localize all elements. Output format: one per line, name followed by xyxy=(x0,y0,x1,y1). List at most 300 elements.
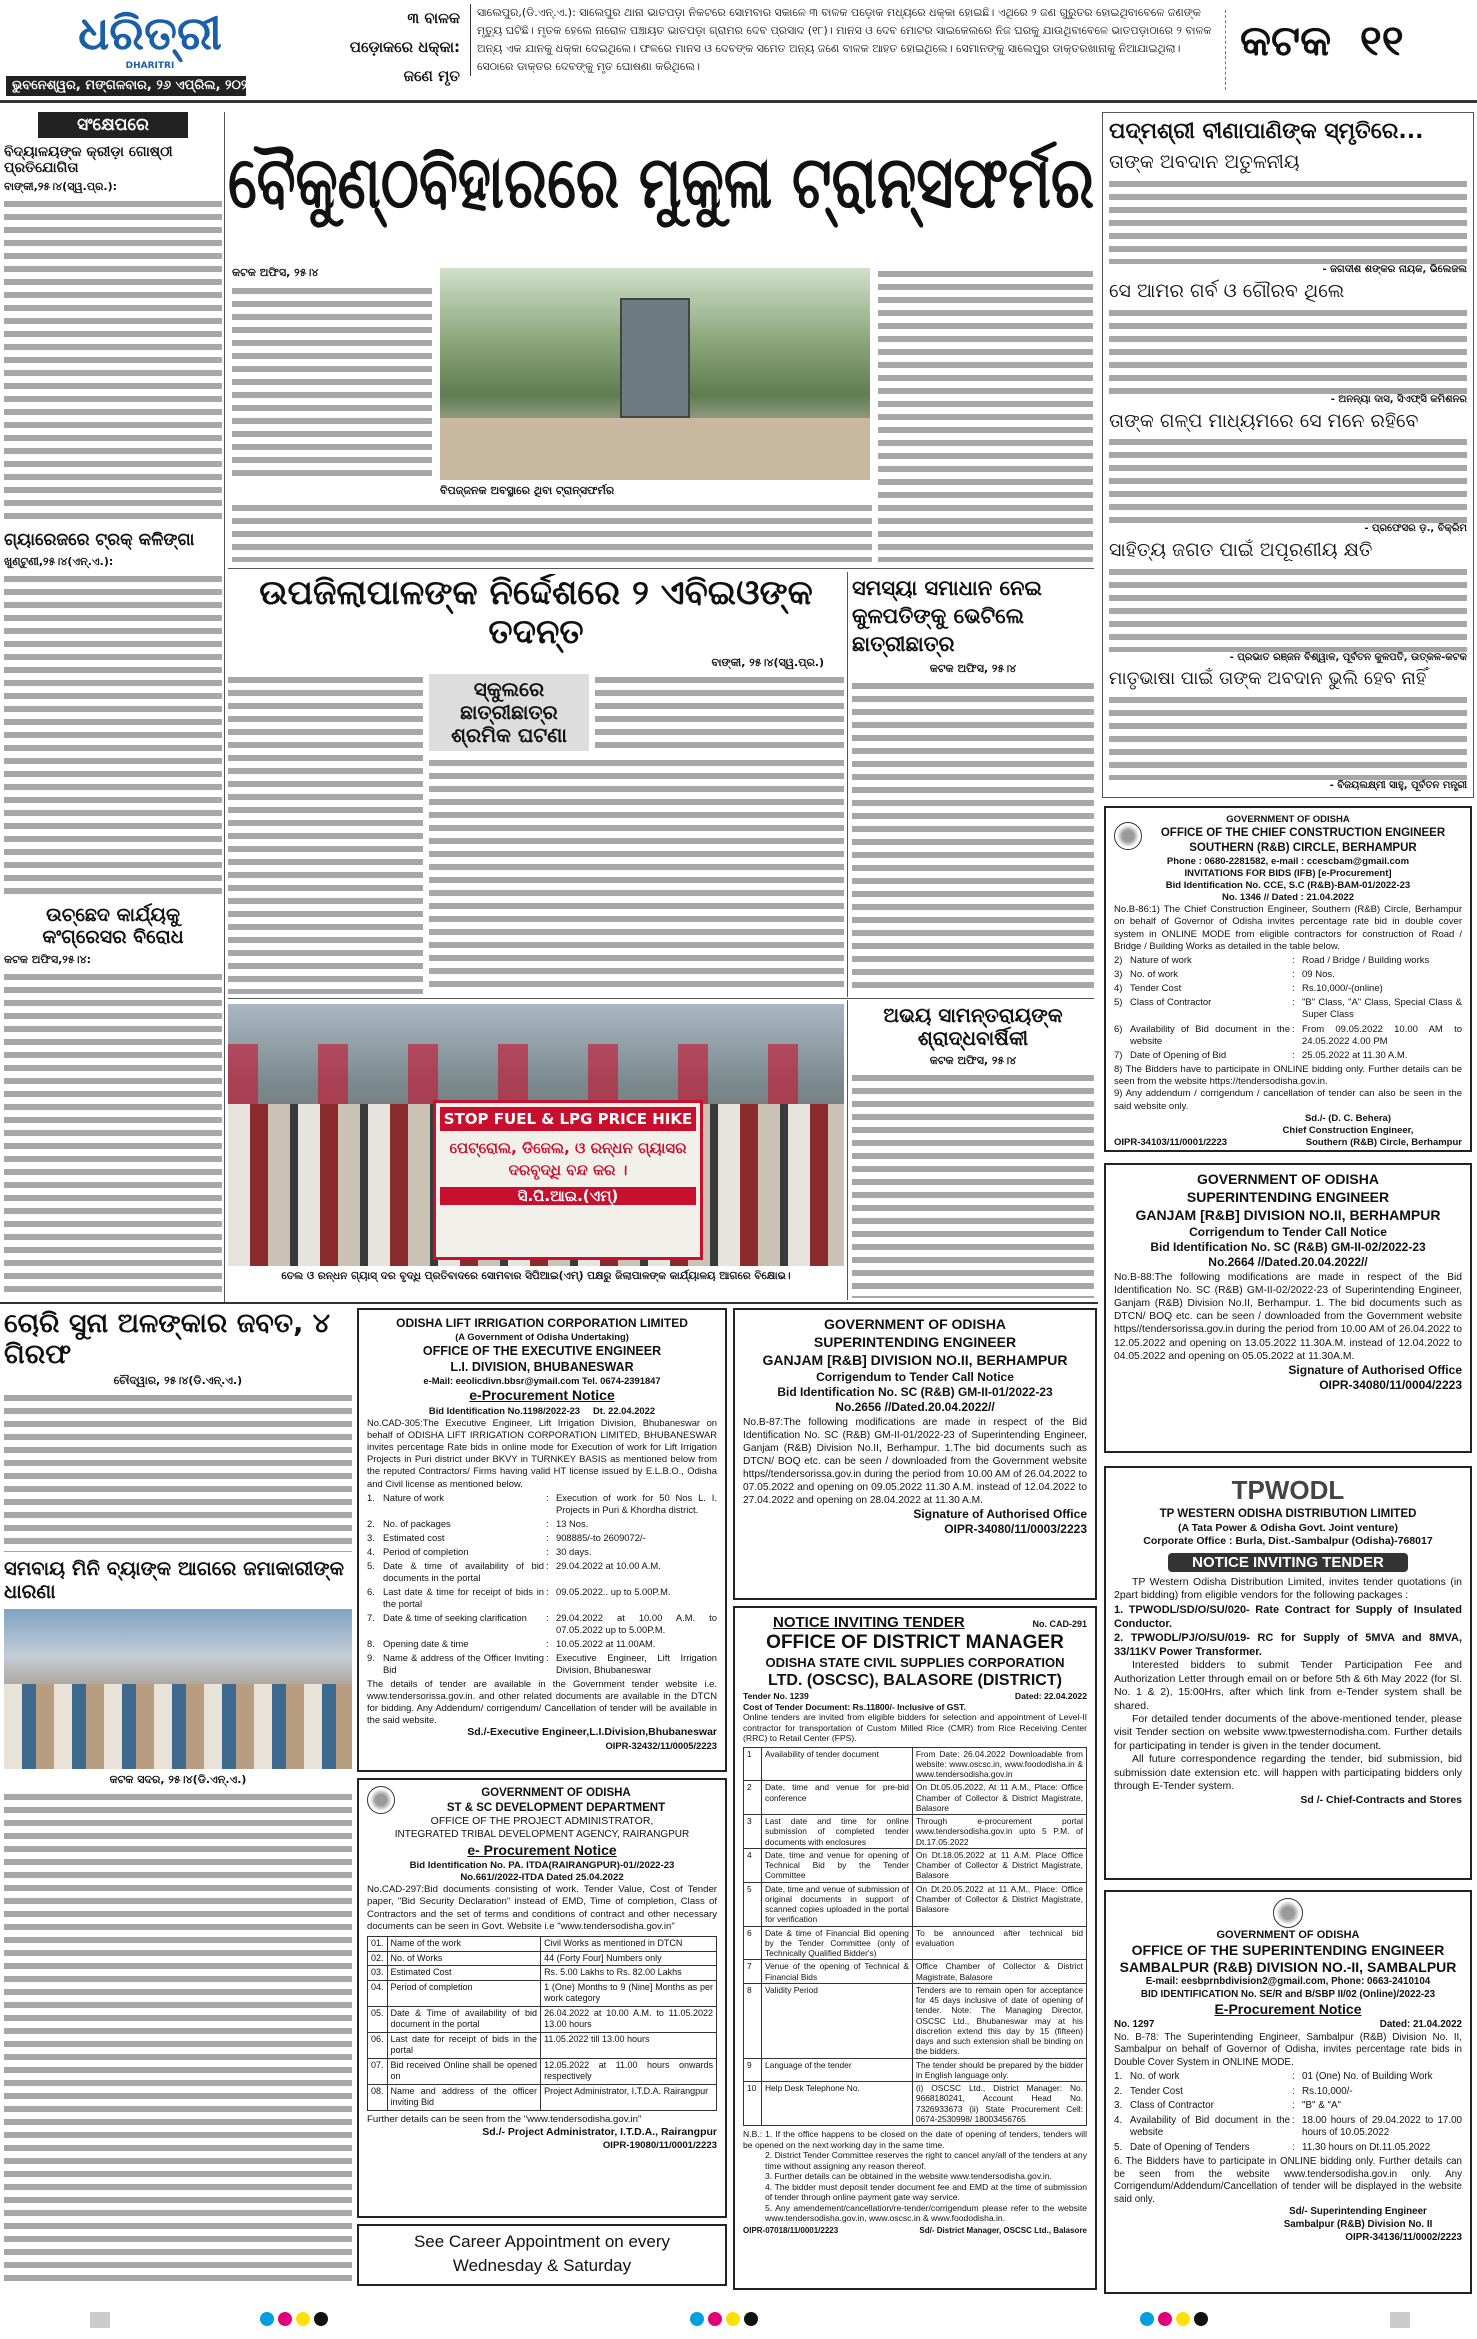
ad-item xyxy=(367,1586,717,1610)
item-separator: : xyxy=(1292,997,1295,1009)
ad-items xyxy=(367,1492,717,1676)
teaser-label xyxy=(300,4,460,91)
ad-line: OFFICE OF THE SUPERINTENDING ENGINEER xyxy=(1131,1942,1445,1959)
item-number: 2) xyxy=(1114,954,1123,966)
item-label: No. of packages xyxy=(383,1517,451,1529)
item-value: "B" Class, "A" Class, Special Class & Super Class xyxy=(1302,997,1462,1021)
page-edition xyxy=(1240,16,1404,66)
odisha-seal-icon xyxy=(367,1786,395,1814)
item-label: Tender Cost xyxy=(1130,983,1182,995)
item-number: 3. xyxy=(1114,2100,1123,2112)
row-label: Name of the work xyxy=(387,1937,541,1952)
ad-oipr: OIPR-34136/11/0002/2223 xyxy=(1345,2231,1462,2243)
story5-story6 xyxy=(4,1308,352,2288)
row-label: Estimated Cost xyxy=(387,1966,541,1981)
row-number: 06. xyxy=(368,2032,388,2058)
story2 xyxy=(228,574,844,994)
article-body-text xyxy=(4,198,222,525)
item-label: Nature of work xyxy=(383,1491,444,1503)
ad-contact: E-mail: eesbprnbdivision2@gmail.com, Phone: 0663-2410104 xyxy=(1145,1976,1431,1988)
ad-sambalpur-se xyxy=(1104,1890,1472,2294)
tribute-author: - ପ୍ରଫେସର ଡ଼., ବିକ୍ରିମ xyxy=(1364,522,1467,534)
color-dots xyxy=(260,2312,328,2326)
tribute-headline: ପଦ୍ମଶ୍ରୀ ବୀଣାପାଣିଙ୍କ ସ୍ମୃତିରେ... xyxy=(1109,119,1424,144)
item-separator: : xyxy=(1292,2071,1295,2083)
row-value: Rs. 5.00 Lakhs to Rs. 82.00 Lakhs xyxy=(541,1966,717,1981)
item-separator: : xyxy=(1292,2114,1295,2126)
masthead-rule xyxy=(0,100,1477,103)
row-value: 12.05.2022 at 11.00 hours onwards respectively xyxy=(541,2058,717,2084)
item-separator: : xyxy=(546,1559,549,1571)
brief-title: ଗ୍ୟାରେଜରେ ଟ୍ରକ୍ କଳିଙ୍ଗା xyxy=(4,530,195,551)
item-number: 5. xyxy=(367,1559,375,1571)
ad-item xyxy=(367,1518,717,1530)
row-label: Date, time and venue of submission of original documents in support of scanned copies uploaded in the portal for verification xyxy=(762,1882,913,1926)
masthead xyxy=(0,0,1477,110)
row-label: Availability of tender document xyxy=(762,1747,913,1781)
item-value: Road / Bridge / Building works xyxy=(1302,954,1430,966)
item-value: From 09.05.2022 10.00 AM to 24.05.2022 4.00 PM xyxy=(1302,1023,1462,1047)
ad-tpwodl xyxy=(1104,1466,1472,1880)
article-body-text xyxy=(1109,436,1467,522)
registration-mark-icon xyxy=(1390,2312,1410,2328)
ad-note: The details of tender are available in the Government tender website i.e. www.tendersorissa.gov.in. and other related documents are available in the DTCN for bidding. Any Addendum/ corrigendum/ Cancellation of tender will be available in the said website. xyxy=(367,1677,717,1726)
ad-line: TP WESTERN ODISHA DISTRIBUTION LIMITED xyxy=(1159,1508,1417,1521)
story3 xyxy=(852,574,1094,994)
ad-line: Corrigendum to Tender Call Notice xyxy=(816,1369,1014,1384)
flags xyxy=(228,1044,844,1104)
item-value: 18.00 hours of 29.04.2022 to 17.00 hours of 10.05.2022 xyxy=(1302,2114,1462,2139)
item-value: 29.04.2022 at 10.00 A.M. xyxy=(556,1559,661,1571)
tribute-item-title: ତାଙ୍କ ଗଳ୍ପ ମାଧ୍ୟମରେ ସେ ମନେ ରହିବେ xyxy=(1109,409,1419,432)
brief-dateline: ବାଙ୍କୀ,୨୫।୪(ସ୍ୱ.ପ୍ର.): xyxy=(4,180,118,194)
article-body-text xyxy=(429,757,844,994)
row-value: 44 (Forty Four] Numbers only xyxy=(541,1951,717,1966)
ad-line: ODISHA LIFT IRRIGATION CORPORATION LIMITED xyxy=(396,1316,688,1330)
item-value: "B" & "A" xyxy=(1302,2100,1341,2112)
item-label: Tender Cost xyxy=(1130,2085,1183,2097)
ad-body: No.CAD-297:Bid documents consisting of work. Tender Value, Cost of Tender paper, "Bid Security Declaration" instead of EMD, Time of completion, Class of Contractors and the set of terms and conditions of contract and other necessary documents can be seen in Govt. Website i.e "www.tendersodisha.gov.in" xyxy=(367,1884,717,1932)
item-number: 6) xyxy=(1114,1023,1123,1035)
item-separator: : xyxy=(546,1531,549,1543)
table-row xyxy=(744,2082,1087,2126)
row-value: The tender should be prepared by the bidder in English language only. xyxy=(912,2058,1086,2082)
item-number: 9. xyxy=(367,1651,375,1663)
ad-line: GOVERNMENT OF ODISHA xyxy=(1226,814,1350,825)
lead-dateline: କଟକ ଅଫିସ, ୨୫।୪ xyxy=(232,266,319,279)
ad-item xyxy=(1114,2086,1462,2099)
ad-line: INVITATIONS FOR BIDS (IFB) [e-Procurement] xyxy=(1184,867,1392,879)
table-row xyxy=(744,1882,1087,1926)
item-value: Rs.10,000/- xyxy=(1302,2085,1353,2097)
ad-body: No.B-86:1) The Chief Construction Engineer, Southern (R&B) Circle, Berhampur on behalf of Governor of Odisha invites percentage rate bid in double cover system in ONLINE MODE from eligible contractors for construction of Road / Bridge / Building Works as detailed in the table below. xyxy=(1114,904,1462,952)
ad-note: N.B.: 1. If the office happens to be closed on the date of opening of tenders, tenders will be opened on the next working day in the same time. xyxy=(743,2129,1087,2150)
ad-item xyxy=(367,1546,717,1558)
item-separator: : xyxy=(546,1585,549,1597)
tribute-author: - ପ୍ରଭାତ ରଞ୍ଜନ ବିଶ୍ୱାଳ, ପୂର୍ବତନ କୁଳପତି, ଉତ୍କଳ-କଟକ xyxy=(1229,651,1467,663)
row-value: (i) OSCSC Ltd., District Manager: No. 9668180241, Account Head No. 7326933673 (ii) State Procurement Cell: 0674-2530998/ 18003456765 xyxy=(912,2082,1086,2126)
ad-signature: Signature of Authorised Office xyxy=(913,1507,1087,1522)
ad-bid-id: BID IDENTIFICATION No. SE/R and B/SBP II/02 (Online)/2022-23 xyxy=(1140,1988,1436,2000)
table-row xyxy=(744,1983,1087,2058)
ad-body: Online tenders are invited from eligible bidders for selection and appointment of Level-II contractor for transportation of Custom Milled Rice (CMR) from Rice Receiving Center (RRC) to Retail Center (FPS). xyxy=(743,1712,1087,1744)
dateline-bar: ଭୁବନେଶ୍ୱର, ମଙ୍ଗଳବାର, ୨୬ ଏପ୍ରିଲ, ୨୦୨୨ xyxy=(6,76,246,96)
table-row xyxy=(368,2006,717,2032)
ad-contact: Phone : 0680-2281582, e-mail : ccescbam@gmail.com xyxy=(1166,855,1410,867)
ad-note: 8) The Bidders have to participate in ONLINE bidding only. Further details can be seen from the website https://tendersodisha.gov.in. xyxy=(1114,1064,1462,1088)
row-value: Project Administrator, I.T.D.A. Rairangpur xyxy=(541,2084,717,2110)
tribute-section xyxy=(1102,112,1474,798)
row-number: 5 xyxy=(744,1882,762,1926)
item-separator: : xyxy=(1292,2100,1295,2112)
ad-title: NOTICE INVITING TENDER xyxy=(773,1614,965,1631)
ad-line: GOVERNMENT OF ODISHA xyxy=(823,1316,1006,1332)
item-value: 10.05.2022 at 11.00AM. xyxy=(556,1637,656,1649)
row-label: Venue of the opening of Technical & Financial Bids xyxy=(762,1960,913,1984)
item-value: 908885/-to 2609072/- xyxy=(556,1531,646,1543)
ad-contact: e-Mail: eeolicdivn.bbsr@ymail.com Tel. 0674-2391847 xyxy=(423,1375,661,1387)
ad-oscsc-balasore xyxy=(733,1606,1097,2290)
ad-items xyxy=(1114,955,1462,1062)
tribute-item-title: ସାହିତ୍ୟ ଜଗତ ପାଇଁ ଅପୂରଣୀୟ କ୍ଷତି xyxy=(1109,538,1373,561)
row-value: 26.04.2022 at 10.00 A.M. to 11.05.2022 13.00 hours xyxy=(541,2006,717,2032)
item-separator: : xyxy=(546,1651,549,1663)
row-label: No. of Works xyxy=(387,1951,541,1966)
ad-note: 6. The Bidders have to participate in ONLINE bidding only. Further details can be seen from the website www.tendersodisha.gov.in only. Any Corrigendum/Addendum/Cancellation of tender will be displayed in the website said only. xyxy=(1114,2156,1462,2205)
article-body-text xyxy=(4,1791,352,2288)
ad-note: Further details can be seen from the "www.tendersodisha.gov.in" xyxy=(367,2113,642,2125)
ad-body: All future correspondence regarding the tender, bid submission, bid submission date extension etc. will happen with participating bidders only through E-Tender system. xyxy=(1114,1753,1462,1793)
row-value: 1 (One) Months to 9 (Nine] Months as per work category xyxy=(541,1980,717,2006)
ad-line: (A Government of Odisha Undertaking) xyxy=(455,1331,629,1343)
tpwodl-logo: TPWODL xyxy=(1231,1475,1345,1505)
item-separator: : xyxy=(546,1637,549,1649)
article-body-text xyxy=(1109,178,1467,264)
item-separator: : xyxy=(546,1491,549,1503)
table-row xyxy=(744,1960,1087,1984)
color-dots xyxy=(690,2312,758,2326)
item-label: Availability of Bid document in the website xyxy=(1130,1023,1290,1047)
ad-signature: Sd /- Chief-Contracts and Stores xyxy=(1300,1793,1462,1806)
row-value: On Dt.20.05.2022 at 11 A.M., Place: Office Chamber of Collector & District Magistrate, Balasore xyxy=(912,1882,1086,1926)
article-body-text xyxy=(228,674,423,994)
article-body-text xyxy=(852,680,1094,994)
column-rule xyxy=(224,112,225,1302)
ad-bid-id: Bid Identification No. CCE, S.C (R&B)-BAM-01/2022-23 xyxy=(1165,879,1411,891)
tribute-item-title: ସେ ଆମର ଗର୍ବ ଓ ଗୌରବ ଥିଲେ xyxy=(1109,280,1345,303)
story2-inset: ସ୍କୁଲରେ ଛାତ୍ରୀଛାତ୍ର ଶ୍ରମିକ ଘଟଣା xyxy=(429,674,589,751)
article-body-text xyxy=(878,268,1093,562)
banner-english: STOP FUEL & LPG PRICE HIKE xyxy=(440,1107,696,1131)
tribute-item-title: ମାତୃଭାଷା ପାଇଁ ତାଙ୍କ ଅବଦାନ ଭୁଲି ହେବ ନାହିଁ xyxy=(1109,667,1427,689)
item-number: 4) xyxy=(1114,983,1123,995)
row-value: On Dt.05.05.2022, At 11 A.M., Place: Office Chamber of Collector & District Magistrate, Balasore xyxy=(912,1781,1086,1815)
ad-line: OFFICE OF DISTRICT MANAGER xyxy=(766,1632,1064,1654)
lead-headline: ବୈକୁଣ୍ଠବିହାରରେ ମୁକୁଳା ଟ୍ରାନ୍ସଫର୍ମର xyxy=(228,140,1095,224)
ad-item xyxy=(1114,1024,1462,1048)
ad-item xyxy=(1114,1050,1462,1062)
row-number: 8 xyxy=(744,1983,762,2058)
photo-caption: ବିପଜ୍ଜନକ ଅବସ୍ଥାରେ ଥିବା ଟ୍ରାନ୍ସଫର୍ମର xyxy=(440,484,615,497)
table-row xyxy=(368,2058,717,2084)
item-value: Executive Engineer, Lift Irrigation Division, Bhubaneswar xyxy=(556,1651,717,1675)
row-value: Office Chamber of Collector & District Magistrate, Balasore xyxy=(912,1960,1086,1984)
protest-banner xyxy=(433,1100,703,1260)
item-separator: : xyxy=(1292,954,1295,966)
story4-dateline: କଟକ ଅଫିସ, ୨୫।୪ xyxy=(929,1054,1017,1067)
item-value: 09.05.2022.. up to 5.00P.M. xyxy=(556,1585,671,1597)
article-body-text xyxy=(1109,694,1467,780)
ad-body: No.B-87:The following modifications are made in respect of the Bid Identification No. SC (R&B) GM-II-01/2022-23 of Superintending Engineer, Ganjam (R&B) Division No.II, Berhampur. 1.The bid documents such as DTCN/ BOQ etc. can be seen / downloaded from the Government website https//tendersorissa.gov.in during the period from 10.00 AM of 26.04.2022 to 07.05.2022 and opening on 09.05.2022 11.30 A.M. instead of 12.04.2022 to 27.04.2022 and opening on 28.04.2022 at 11.30 A.M. xyxy=(743,1416,1087,1507)
brief-dateline: କଟକ ଅଫିସ,୨୫।୪: xyxy=(4,953,92,967)
row-number: 7 xyxy=(744,1960,762,1984)
brief-title: ଉଚ୍ଛେଦ କାର୍ଯ୍ୟକୁ କଂଗ୍ରେସର ବିରୋଧ xyxy=(42,904,184,949)
section-label: ସଂକ୍ଷେପରେ xyxy=(38,112,188,138)
ad-itda-rairangpur xyxy=(357,1778,727,2218)
table-row xyxy=(744,1815,1087,1849)
ad-item xyxy=(367,1612,717,1636)
ad-line: ODISHA STATE CIVIL SUPPLIES CORPORATION xyxy=(765,1655,1065,1671)
banner-odia: ପେଟ୍ରୋଲ, ଡିଜେଲ, ଓ ରନ୍ଧନ ଗ୍ୟାସର ଦରବୃଦ୍ଧି ବନ୍ଦ କର । xyxy=(449,1139,687,1179)
row-number: 4 xyxy=(744,1848,762,1882)
article-body-text xyxy=(1109,307,1467,393)
ad-item xyxy=(1114,983,1462,995)
item-label: Date & time of availability of bid documents in the portal xyxy=(383,1559,544,1583)
story2-dateline: ବାଙ୍କୀ, ୨୫।୪(ସ୍ୱ.ପ୍ର.) xyxy=(711,656,824,670)
ad-item xyxy=(367,1532,717,1544)
ad-line: LTD. (OSCSC), BALASORE (DISTRICT) xyxy=(768,1672,1062,1690)
item-number: 1. xyxy=(1114,2071,1123,2083)
item-label: Opening date & time xyxy=(383,1637,469,1649)
ad-line: Corporate Office : Burla, Dist.-Sambalpur (Odisha)-768017 xyxy=(1143,1535,1433,1548)
ad-cce-southern xyxy=(1104,806,1472,1152)
ad-oipr: OIPR-34103/11/0001/2223 xyxy=(1114,1137,1228,1149)
row-label: Help Desk Telephone No. xyxy=(762,2082,913,2126)
tribute-item-title: ତାଙ୍କ ଅବଦାନ ଅତୁଳନୀୟ xyxy=(1109,151,1300,174)
ad-date: Dated: 21.04.2022 xyxy=(1379,2019,1462,2031)
item-value: Rs.10,000/-(online) xyxy=(1302,983,1383,995)
item-separator: : xyxy=(1292,969,1295,980)
item-value: 29.04.2022 at 10.00 A.M. to 07.05.2022 up to 5.00P.M. xyxy=(556,1611,717,1635)
ad-line: OFFICE OF THE CHIEF CONSTRUCTION ENGINEER xyxy=(1160,827,1446,840)
item-label: Last date & time for receipt of bids in the portal xyxy=(383,1585,544,1609)
item-number: 4. xyxy=(367,1545,375,1557)
ad-bid-id: Bid Identification No.1198/2022-23 Dt. 22.04.2022 xyxy=(428,1405,656,1417)
notice-banner: NOTICE INVITING TENDER xyxy=(1168,1553,1408,1572)
photo-caption: ତେଲ ଓ ରନ୍ଧନ ଗ୍ୟାସ୍ ଦର ବୃଦ୍ଧି ପ୍ରତିବାଦରେ ସୋମବାର ସିପିଆଇ(ଏମ୍) ପକ୍ଷରୁ ଜିଲାପାଳଙ୍କ କାର୍ଯ୍ୟାଳୟ ଆଗରେ ବିକ୍ଷୋଭ। xyxy=(281,1270,791,1282)
teaser-text: ସାଲେପୁର,(ଡି.ଏନ୍.ଏ.): ସାଲେପୁର ଥାନା ଭାତପଡ଼ା ନିକଟରେ ସୋମବାର ସକାଳେ ୩ ବାଳକ ପଡ଼ୋକ ମଧ୍ୟରେ ଧକ୍କା ହୋଇଛି। ଏଥିରେ ୨ ଜଣ ଗୁରୁତର ହୋଇଥିବାବେଳେ ଜଣଙ୍କ ମୃତ୍ୟୁ ଘଟିଛି। ମୃତକ ହେଲେ ନାରୋଳ ପଞ୍ଚାୟତ ଭାତପଡ଼ା ଗ୍ରାମର ଦେବ ପ୍ରସାଦ (୧୮)। ମାନସ ଓ ଦେବ ମୋଟର ସାଇକେଲରେ ନିଜ ଘରକୁ ଯାଉଥିବାବେଳେ ଭାତପଡ଼ାଠାରେ ୨ ବାଳକ ଅନ୍ୟ ଏକ ଯାନକୁ ଧକ୍କା ଦେଇଥିଲେ। ଫଳରେ ମାନସ ଓ ଦେବଙ୍କ ସମେତ ଅନ୍ୟ ଜଣେ ବାଳକ ଆହତ ହୋଇଥିଲେ। ସେମାନଙ୍କୁ ସାଲେପୁର ଡାକ୍ତରଖାନାକୁ ନିଆଯାଇଥିଲା। ସେଠାରେ ଡାକ୍ତର ଦେବଙ୍କୁ ମୃତ ଘୋଷଣା କରିଥିଲେ। xyxy=(470,4,1215,76)
article-body-text xyxy=(232,502,872,562)
row-label: Period of completion xyxy=(387,1980,541,2006)
lead-headline-wrap xyxy=(228,108,1094,256)
odisha-seal-icon xyxy=(1114,822,1142,850)
item-number: 4. xyxy=(1114,2114,1123,2126)
row-value: 11.05.2022 till 13.00 hours xyxy=(541,2032,717,2058)
item-separator: : xyxy=(546,1545,549,1557)
divider xyxy=(1225,10,1226,90)
ad-line: GANJAM [R&B] DIVISION NO.II, BERHAMPUR xyxy=(762,1351,1068,1368)
item-number: 7. xyxy=(367,1611,375,1623)
print-registration-bar xyxy=(0,2300,1477,2339)
article-body-text xyxy=(4,573,222,900)
ad-signature: Sd/- District Manager, OSCSC Ltd., Balasore xyxy=(919,2225,1087,2235)
ad-item xyxy=(367,1652,717,1676)
ad-signature: Sd./- Project Administrator, I.T.D.A., Rairangpur xyxy=(482,2126,717,2139)
item-value: 25.05.2022 at 11.30 A.M. xyxy=(1302,1049,1408,1061)
ad-number: No. 1297 xyxy=(1114,2019,1155,2031)
edition-name: କଟକ xyxy=(1240,16,1332,65)
odisha-seal-icon xyxy=(1273,1898,1303,1928)
item-label: Class of Contractor xyxy=(1130,997,1212,1009)
ad-table xyxy=(367,1936,717,2111)
divider xyxy=(0,1302,1098,1304)
ad-item xyxy=(1114,2115,1462,2140)
item-separator: : xyxy=(1292,1049,1295,1061)
ad-oipr: OIPR-07018/11/0001/2223 xyxy=(743,2225,839,2235)
ad-bid-id: Bid Identification No. SC (R&B) GM-II-01/2022-23 xyxy=(777,1385,1053,1400)
row-number: 10 xyxy=(744,2082,762,2126)
item-number: 5) xyxy=(1114,997,1123,1009)
table-row xyxy=(368,1951,717,1966)
row-number: 02. xyxy=(368,1951,388,1966)
ad-item xyxy=(367,1492,717,1516)
item-value: 09 Nos. xyxy=(1302,969,1335,980)
row-label: Name and address of the officer inviting Bid xyxy=(387,2084,541,2110)
ad-item xyxy=(367,1560,717,1584)
row-value: Civil Works as mentioned in DTCN xyxy=(541,1937,717,1952)
story3-headline: ସମସ୍ୟା ସମାଧାନ ନେଇ କୁଳପତିଙ୍କୁ ଭେଟିଲେ ଛାତ୍ରୀଛାତ୍ର xyxy=(852,576,1042,656)
logo-latin: DHARITRI xyxy=(125,61,175,71)
row-label: Date & time of Financial Bid opening by the Tender Committee (only of Technically Qualified Bidder's) xyxy=(762,1926,913,1960)
ad-number: No. 1346 // Dated : 21.04.2022 xyxy=(1221,892,1355,904)
article-body-text xyxy=(4,1392,352,1552)
ad-oipr: OIPR-34080/11/0004/2223 xyxy=(1319,1378,1462,1393)
ad-note: 9) Any addendum / corrigendum / cancellation of tender can also be seen in the said website only. xyxy=(1114,1088,1462,1112)
item-separator: : xyxy=(546,1611,549,1623)
career-promo xyxy=(357,2224,727,2286)
row-number: 1 xyxy=(744,1747,762,1781)
ad-title: E-Procurement Notice xyxy=(1214,2001,1362,2018)
row-label: Date, time and venue for opening of Technical Bid by the Tender Committee xyxy=(762,1848,913,1882)
story2-headline: ଉପଜିଲାପାଳଙ୍କ ନିର୍ଦ୍ଦେଶରେ ୨ ଏବିଇଓଙ୍କ ତଦନ୍ତ xyxy=(259,574,813,653)
ad-bid-id: Bid Identification No. PA. ITDA(RAIRANGPUR)-01//2022-23 xyxy=(409,1859,675,1871)
table-row xyxy=(744,1848,1087,1882)
table-row xyxy=(744,1926,1087,1960)
ad-line: OFFICE OF THE EXECUTIVE ENGINEER xyxy=(422,1344,662,1359)
story6-headline: ସମବାୟ ମିନି ବ୍ୟାଙ୍କ ଆଗରେ ଜମାକାରୀଙ୍କ ଧାରଣା xyxy=(4,1557,345,1603)
ad-line: GANJAM [R&B] DIVISION NO.II, BERHAMPUR xyxy=(1135,1206,1441,1223)
story4-headline: ଅଭୟ ସାମନ୍ତରାୟଙ୍କ ଶ୍ରାଦ୍ଧବାର୍ଷିକୀ xyxy=(883,1004,1063,1050)
career-line: See Career Appointment on every xyxy=(413,2232,671,2251)
item-value: 30 days. xyxy=(556,1545,592,1557)
registration-mark-icon xyxy=(90,2312,110,2328)
article-body-text xyxy=(4,971,222,1298)
table-row xyxy=(744,1747,1087,1781)
row-number: 04. xyxy=(368,1980,388,2006)
ad-ganjam-corrigendum-01 xyxy=(733,1308,1097,1600)
row-label: Date & Time of availability of bid document in the portal xyxy=(387,2006,541,2032)
ad-body: TP Western Odisha Distribution Limited, invites tender quotations (in 2part bidding) from eligible vendors for the following packages : xyxy=(1114,1576,1462,1602)
row-number: 03. xyxy=(368,1966,388,1981)
divider xyxy=(228,998,1094,999)
ad-number: No. CAD-291 xyxy=(1032,1619,1087,1629)
divider xyxy=(228,568,1094,569)
ad-line: GOVERNMENT OF ODISHA xyxy=(1216,1929,1360,1941)
ad-items xyxy=(1114,2071,1462,2154)
row-number: 05. xyxy=(368,2006,388,2032)
article-body-text xyxy=(852,1072,1094,1298)
item-label: Date of Opening of Tenders xyxy=(1130,2141,1250,2153)
item-separator: : xyxy=(1292,2085,1295,2097)
ground xyxy=(440,418,870,480)
ad-item xyxy=(1114,2142,1462,2155)
article-body-text xyxy=(232,285,432,480)
ad-note: 3. Further details can be obtained in the website www.tendersodisha.gov.in. xyxy=(765,2171,1052,2182)
story4 xyxy=(852,1004,1094,1298)
table-row xyxy=(744,2058,1087,2082)
briefs-column xyxy=(4,112,222,1298)
item-label: Availability of Bid document in the website xyxy=(1130,2114,1290,2139)
ad-oipr: OIPR-34080/11/0003/2223 xyxy=(944,1522,1087,1537)
row-label: Date, time and venue for pre-bid conference xyxy=(762,1781,913,1815)
logo-odia: ଧରିତ୍ରୀ xyxy=(78,6,222,60)
ad-signature: Sd./- (D. C. Behera) xyxy=(1304,1112,1392,1124)
item-label: Name & address of the Officer Inviting Bid xyxy=(383,1651,544,1675)
seated-people xyxy=(4,1684,352,1769)
ad-note: 4. The bidder must deposit tender document fee and EMD at the time of submission of tender through online payment gate way service. xyxy=(765,2181,1087,2203)
item-label: Period of completion xyxy=(383,1545,469,1557)
article-body-text xyxy=(1109,566,1467,652)
row-number: 3 xyxy=(744,1815,762,1849)
column-rule xyxy=(847,1000,848,1300)
ad-line: GOVERNMENT OF ODISHA xyxy=(481,1787,631,1799)
item-number: 8. xyxy=(367,1637,375,1649)
ad-signature: Sd./-Executive Engineer,L.I.Division,Bhubaneswar xyxy=(467,1726,717,1739)
teaser-label-line: ଜଣେ ମୃତ xyxy=(403,67,460,85)
ad-note: 5. Any amendement/cancellation/re-tender/corrigendum please refer to the website www.tendersodisha.gov.in, www.oscsc.in & www.foododisha.in. xyxy=(765,2202,1087,2224)
transformer-photo xyxy=(440,268,870,480)
row-number: 2 xyxy=(744,1781,762,1815)
brief-title: ବିଦ୍ୟାଳୟଙ୍କ କ୍ରୀଡ଼ା ଗୋଷ୍ଠୀ ପ୍ରତିଯୋଗିତା xyxy=(4,144,173,177)
row-number: 08. xyxy=(368,2084,388,2110)
ad-line: OFFICE OF THE PROJECT ADMINISTRATOR, xyxy=(430,1815,654,1828)
ad-item xyxy=(367,1638,717,1650)
item-separator: : xyxy=(1292,2141,1295,2153)
teaser-label-line: ପଡ଼ୋକରେ ଧକ୍କା: xyxy=(349,38,460,56)
ad-line: ST & SC DEVELOPMENT DEPARTMENT xyxy=(446,1801,666,1814)
table-row xyxy=(368,1980,717,2006)
item-separator: : xyxy=(1292,1023,1295,1035)
ad-body: No. B-78: The Superintending Engineer, Sambalpur (R&B) Division No. II, Sambalpur on behalf of Governor of Odisha, invites percentage rate bids in Double Cover System in ONLINE MODE. xyxy=(1114,2031,1462,2068)
story3-dateline: କଟକ ଅଫିସ, ୨୫।୪ xyxy=(929,662,1017,675)
ad-line: L.I. DIVISION, BHUBANESWAR xyxy=(450,1360,634,1375)
career-line: Wednesday & Saturday xyxy=(452,2256,632,2275)
ad-body: For detailed tender documents of the above-mentioned tender, please visit Tender section on website www.tpwesternodisha.com. Further details for participating in tender is given in the tender document. xyxy=(1114,1712,1462,1752)
ad-signature: Sd/- Superintending Engineer xyxy=(1289,2206,1427,2218)
logo xyxy=(70,6,230,76)
row-label: Bid received Online shall be opened on xyxy=(387,2058,541,2084)
row-number: 07. xyxy=(368,2058,388,2084)
ad-title: e-Procurement Notice xyxy=(469,1387,615,1404)
transformer-shape xyxy=(620,298,690,418)
ad-olic xyxy=(357,1308,727,1772)
ad-line: INTEGRATED TRIBAL DEVELOPMENT AGENCY, RAIRANGPUR xyxy=(394,1828,690,1840)
ad-line: Corrigendum to Tender Call Notice xyxy=(1189,1224,1387,1239)
ad-signature: Signature of Authorised Office xyxy=(1288,1363,1462,1377)
row-value: From Date: 26.04.2022 Downloadable from website: www.oscsc.in, www.foododisha.in & www.tendersodisha.gov.in xyxy=(912,1747,1086,1781)
ad-package: 2. TPWODL/PJ/O/SU/019- RC for Supply of 5MVA and 8MVA, 33/11KV Power Transformer. xyxy=(1114,1632,1462,1659)
item-number: 3) xyxy=(1114,969,1123,980)
